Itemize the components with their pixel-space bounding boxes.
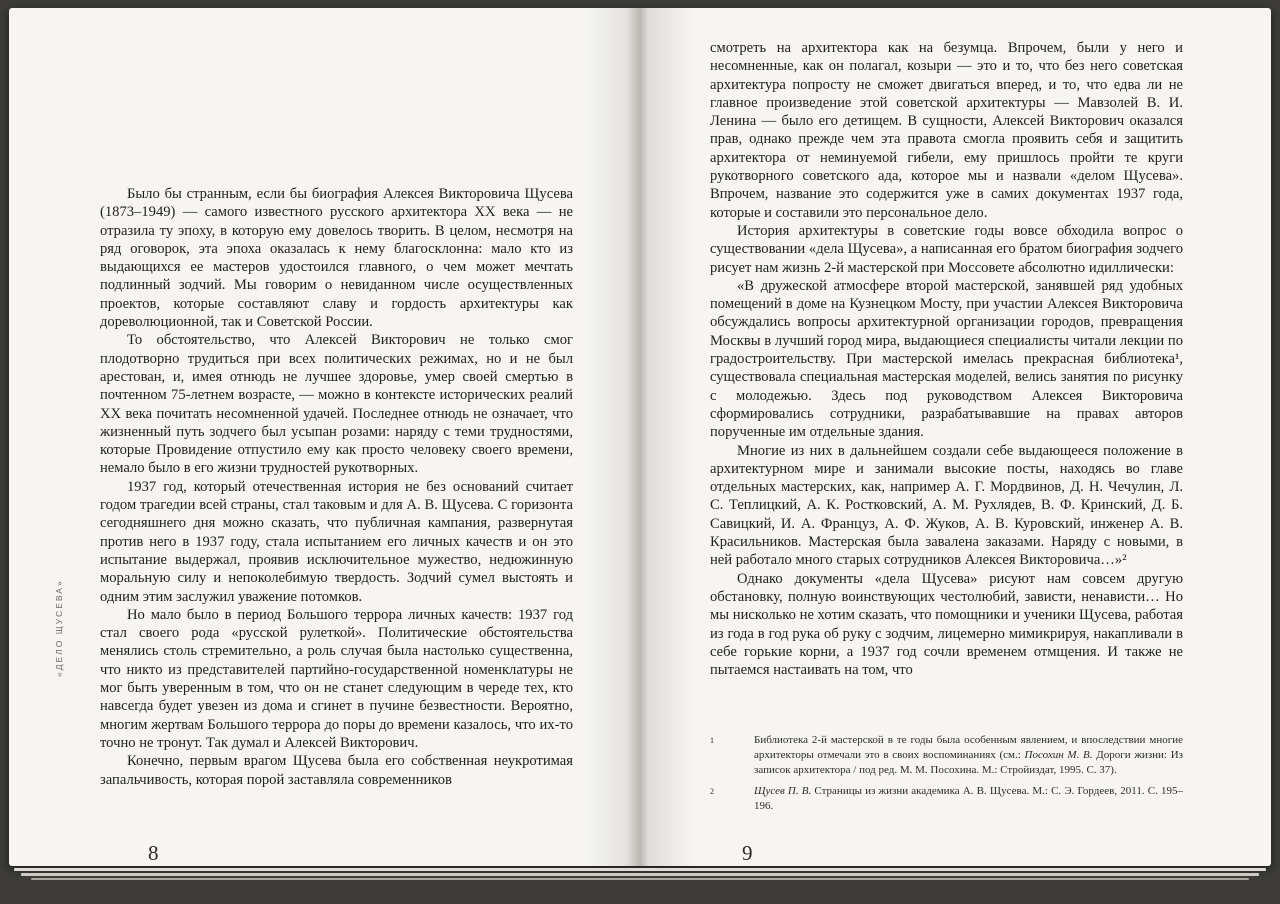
page-number-right: 9	[742, 841, 753, 865]
paragraph: Однако документы «дела Щусева» рисуют нам совсем другую обстановку, полную воинствующих честолюбий, зависти, ненависти… Но мы нисколько не хотим сказать, что помощники и ученики Щусева, работая из года в год рука об руку с зодчим, лицемерно мимикрируя, накапливали в себе горькие корни, а 1937 год сочли временем отмщения. И также не пытаемся настаивать на том, что	[710, 570, 1183, 679]
paragraph: 1937 год, который отечественная история не без оснований считает годом трагедии всей страны, стал таковым и для А. В. Щусева. С горизонта сегодняшнего дня можно сказать, что публичная кампания, развернутая против него в 1937 году, стала испытанием его личных качеств и он это испытание выдержал, проявив исключительное мужество, недюжинную моральную силу и непоколебимую твердость. Зодчий сумел выстоять и одним этим заслужил уважение потомков.	[100, 478, 573, 605]
footnote-text	[754, 733, 1183, 777]
page-stack-edge	[12, 868, 1268, 882]
page-edge-line	[21, 873, 1259, 876]
footnote-marker: 1	[710, 736, 714, 745]
paragraph: смотреть на архитектора как на безумца. Впрочем, были у него и несомненные, как он полагал, козыри — это и то, что без него советская архитектура попросту не сможет двигаться вперед, и то, что едва ли не главное произведение этой советской архитектуры — Мавзолей В. И. Ленина — было его детищем. В сущности, Алексей Викторович оказался прав, однако прежде чем эта правота смогла проявить себя и защитить архитектора от неминуемой гибели, ему пришлось пройти те круги рукотворного советского ада, которое мы и назвали «делом Щусева». Впрочем, название это содержится уже в самих документах 1937 года, которые и составили это персональное дело.	[710, 40, 1183, 221]
page-right-text	[710, 39, 1183, 679]
footnote-text-author: Посохин М. В.	[1024, 748, 1093, 761]
footnote-text-post: Страницы из жизни академика А. В. Щусева. М.: С. Э. Гордеев, 2011. С. 195–196.	[754, 785, 1183, 813]
book-spread	[9, 8, 1271, 866]
paragraph: История архитектуры в советские годы вовсе обходила вопрос о существовании «дела Щусева», а написанная его братом биография зодчего рисует нам жизнь 2-й мастерской при Моссовете абсолютно идиллически:	[710, 222, 1183, 276]
page-edge-line	[31, 878, 1249, 880]
footnotes	[710, 733, 1183, 821]
paragraph: Но мало было в период Большого террора личных качеств: 1937 год стал своего рода «русской рулеткой». Политические обстоятельства менялись столь стремительно, а роль случая была настолько существенна, что никто из представителей партийно-государственной номенклатуры не мог быть уверенным в том, что он не станет следующим в череде тех, кто навсегда будет увезен из дома и сгинет в пучине безвестности. Вероятно, многим жертвам Большого террора до поры до времени казалось, что их-то точно не тронут. Так думал и Алексей Викторович.	[100, 606, 573, 751]
footnote-text-post: Дороги жизни: Из записок архитектора / под ред. М. М. Посохина. М.: Стройиздат, 1995. С. 37).	[754, 748, 1183, 776]
footnote-marker: 2	[710, 787, 714, 797]
paragraph: Конечно, первым врагом Щусева была его собственная неукротимая запальчивость, которая порой заставляла современников	[100, 753, 573, 788]
page-left	[9, 8, 640, 866]
paragraph: То обстоятельство, что Алексей Викторович не только смог плодотворно трудиться при всех политических режимах, но и не был арестован, и, имея отнюдь не лучшее здоровье, умер своей смертью в почтенном 75-летнем возрасте, — можно в контексте исторических реалий XX века почитать несомненной удачей. Последнее отнюдь не означает, что жизненный путь зодчего был усыпан розами: наряду с теми трудностями, которые Провидение отпустило ему как просто человеку своего времени, немало было в его жизни трудностей рукотворных.	[100, 332, 573, 477]
spine-label: «ДЕЛО ЩУСЕВА»	[54, 579, 64, 678]
paragraph: Многие из них в дальнейшем создали себе выдающееся положение в архитектурном мире и занимали высокие посты, находясь во главе отдельных мастерских, как, например А. Г. Мордвинов, Д. Н. Чечулин, Л. С. Теплицкий, А. К. Ростковский, А. М. Рухлядев, В. Ф. Кринский, Д. Б. Савицкий, И. А. Француз, А. Ф. Жуков, А. В. Куровский, инженер А. В. Красильников. Мастерская была завалена заказами. Наряду с новыми, в ней работало много старых сотрудников Алексея Викторовича…»²	[710, 442, 1183, 569]
footnote-text-author: Щусев П. В.	[754, 785, 812, 798]
paragraph: «В дружеской атмосфере второй мастерской, занявшей ряд удобных помещений в доме на Кузнецком Мосту, при участии Алексея Викторовича обсуждались вопросы архитектурной организации городов, превращения Москвы в лучший город мира, выдающиеся специалисты читали лекции по градостроительству. При мастерской имелась прекрасная библиотека¹, существовала специальная мастерская моделей, велись занятия по рисунку с молодежью. Здесь под руководством Алексея Викторовича сформировались сотрудники, разрабатывавшие на правах авторов порученные им отдельные здания.	[710, 277, 1183, 441]
page-edge-line	[14, 868, 1266, 871]
paragraph: Было бы странным, если бы биография Алексея Викторовича Щусева (1873–1949) — самого известного русского архитектора XX века — не отразила ту эпоху, в которую ему довелось творить. В целом, несмотря на ряд оговорок, эта эпоха оказалась к нему благосклонна: мало кто из выдающихся ее мастеров удостоился главного, о чем может мечтать подлинный зодчий. Мы говорим о невиданном числе осуществленных проектов, которые составляют славу и гордость архитектуры как дореволюционной, так и Советской России.	[100, 186, 573, 331]
page-right	[640, 8, 1271, 866]
footnote	[710, 784, 1183, 814]
page-number-left: 8	[148, 841, 159, 865]
page-left-text	[100, 185, 573, 789]
footnote-text-pre: Библиотека 2-й мастерской в те годы была особенным явлением, и впоследствии многие архитекторы отмечали это в своих воспоминаниях (см.:	[754, 734, 1183, 761]
footnote-text	[754, 784, 1183, 814]
footnote	[710, 733, 1183, 777]
